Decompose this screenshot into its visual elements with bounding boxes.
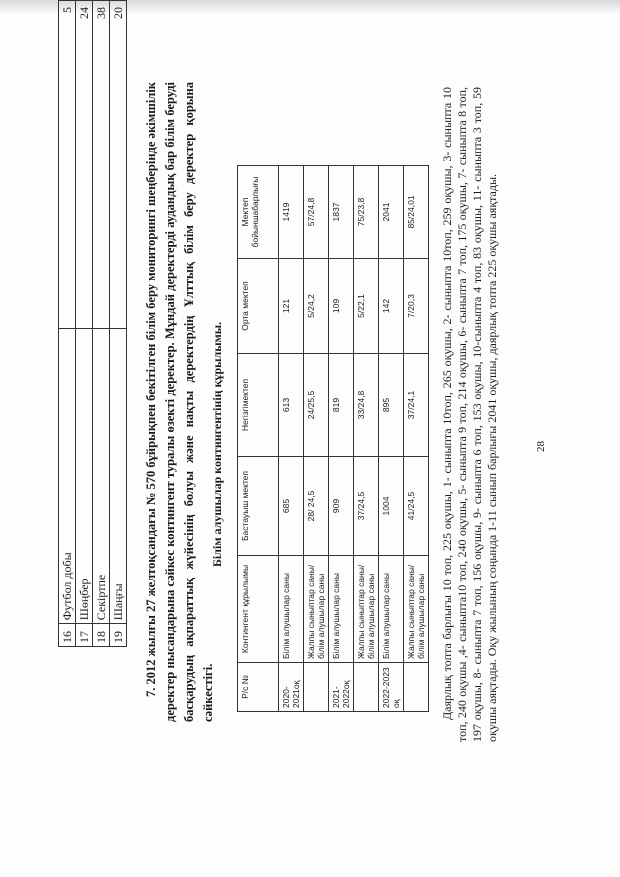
structure-cell: Жалпы сыныптар саны/ білім алушылар саны xyxy=(404,556,429,663)
sport-name: Шөңбер xyxy=(76,329,93,624)
year-cell xyxy=(304,663,329,712)
primary-cell: 28/ 24,5 xyxy=(304,457,329,556)
summary-paragraph: Даярлық топта барлығы 10 топ, 225 оқушы, 1- сыныпта 10топ, 265 оқушы, 2- сыныпта 10топ, 259 оқушы, 3- сыныпта 10 топ, 240 оқушы ,4- сыныпта10 топ, 240 оқушы, 5- сыныпта 9 топ, 214 оқушы, 6- сыныпта 7 топ, 175 оқушы, 7- сыныпта 8 топ, 197 оқушы, 8- сыныпта 7 топ, 156 оқушы, 9- сыныпта 6 топ, 153 оқушы, 10-сыныпта 4 топ, 83 оқушы, 11- сыныпта 3 топ, 59 оқушы аяқтады. Оқу жылының соңында 1-11 сынып барлығы 2041 оқушы, даярлық топта 225 оқушы аяқтады. xyxy=(440,87,499,742)
basic-cell: 819 xyxy=(329,354,354,457)
secondary-cell: 121 xyxy=(279,259,304,354)
sport-name: Шаңғы xyxy=(110,329,127,624)
table-row xyxy=(279,166,304,712)
sports-table xyxy=(58,0,127,647)
contingent-table xyxy=(237,165,429,712)
total-cell: 1419 xyxy=(279,166,304,259)
table-row xyxy=(329,166,354,712)
table-header-row xyxy=(238,166,279,712)
table-row xyxy=(59,1,76,647)
basic-cell: 37/24,1 xyxy=(404,354,429,457)
sport-name: Футбол добы xyxy=(59,329,76,624)
sport-count: 5 xyxy=(59,1,76,329)
table-row xyxy=(110,1,127,647)
basic-cell: 33/24,8 xyxy=(354,354,379,457)
basic-cell: 24/25,5 xyxy=(304,354,329,457)
primary-cell: 685 xyxy=(279,457,304,556)
sport-count: 38 xyxy=(93,1,110,329)
structure-cell: Білім алушылар саны xyxy=(329,556,354,663)
primary-cell: 41/24,5 xyxy=(404,457,429,556)
year-cell: 2020-2021оқ xyxy=(279,663,304,712)
table-title: Білім алушылар контингентінің құрылымы. xyxy=(210,321,224,567)
total-cell: 85/24,01 xyxy=(404,166,429,259)
primary-cell: 1004 xyxy=(379,457,404,556)
section-paragraph: 7. 2012 жылғы 27 желтоқсандағы № 570 бұйрықпен бекітілген білім беру мониторингі шеңберінде әкімшілік деректер нысандарына сәйкес контингент туралы өзекті деректер. Мұндай деректерді аудандық бар білім беруді басқарудың ақпараттық жүйесінің болуы және нақты деректердің Ұлттық білім беру деректер қорына сәйкестігі. xyxy=(144,82,215,722)
basic-cell: 895 xyxy=(379,354,404,457)
total-cell: 57/24,8 xyxy=(304,166,329,259)
table-row xyxy=(354,166,379,712)
secondary-cell: 7/20,3 xyxy=(404,259,429,354)
row-number: 18 xyxy=(93,624,110,647)
column-header: Орта мектеп xyxy=(238,259,279,354)
year-cell xyxy=(404,663,429,712)
basic-cell: 613 xyxy=(279,354,304,457)
primary-cell: 37/24,5 xyxy=(354,457,379,556)
row-number: 17 xyxy=(76,624,93,647)
column-header: Негізгімектеп xyxy=(238,354,279,457)
structure-cell: Жалпы сыныптар саны/ білім алушылар саны xyxy=(304,556,329,663)
table-row xyxy=(379,166,404,712)
secondary-cell: 109 xyxy=(329,259,354,354)
total-cell: 2041 xyxy=(379,166,404,259)
column-header: Контингент құрылымы xyxy=(238,556,279,663)
structure-cell: Білім алушылар саны xyxy=(379,556,404,663)
column-header: Мектеп бойыншабарлығы xyxy=(238,166,279,259)
table-row xyxy=(76,1,93,647)
table-row xyxy=(304,166,329,712)
secondary-cell: 5/22,1 xyxy=(354,259,379,354)
year-cell: 2021-2022оқ xyxy=(329,663,354,712)
table-row xyxy=(93,1,110,647)
row-number: 16 xyxy=(59,624,76,647)
sport-name: Секіртпе xyxy=(93,329,110,624)
structure-cell: Білім алушылар саны xyxy=(279,556,304,663)
row-number: 19 xyxy=(110,624,127,647)
page-number: 28 xyxy=(535,441,547,452)
primary-cell: 909 xyxy=(329,457,354,556)
sport-count: 20 xyxy=(110,1,127,329)
secondary-cell: 5/24,2 xyxy=(304,259,329,354)
sport-count: 24 xyxy=(76,1,93,329)
structure-cell: Жалпы сыныптар саны/ білім алушылар саны xyxy=(354,556,379,663)
year-cell: 2022-2023 оқ xyxy=(379,663,404,712)
table-row xyxy=(404,166,429,712)
year-cell xyxy=(354,663,379,712)
total-cell: 1837 xyxy=(329,166,354,259)
column-header: Р/с № xyxy=(238,663,279,712)
secondary-cell: 142 xyxy=(379,259,404,354)
total-cell: 75/23,8 xyxy=(354,166,379,259)
column-header: Бастауыш мектеп xyxy=(238,457,279,556)
